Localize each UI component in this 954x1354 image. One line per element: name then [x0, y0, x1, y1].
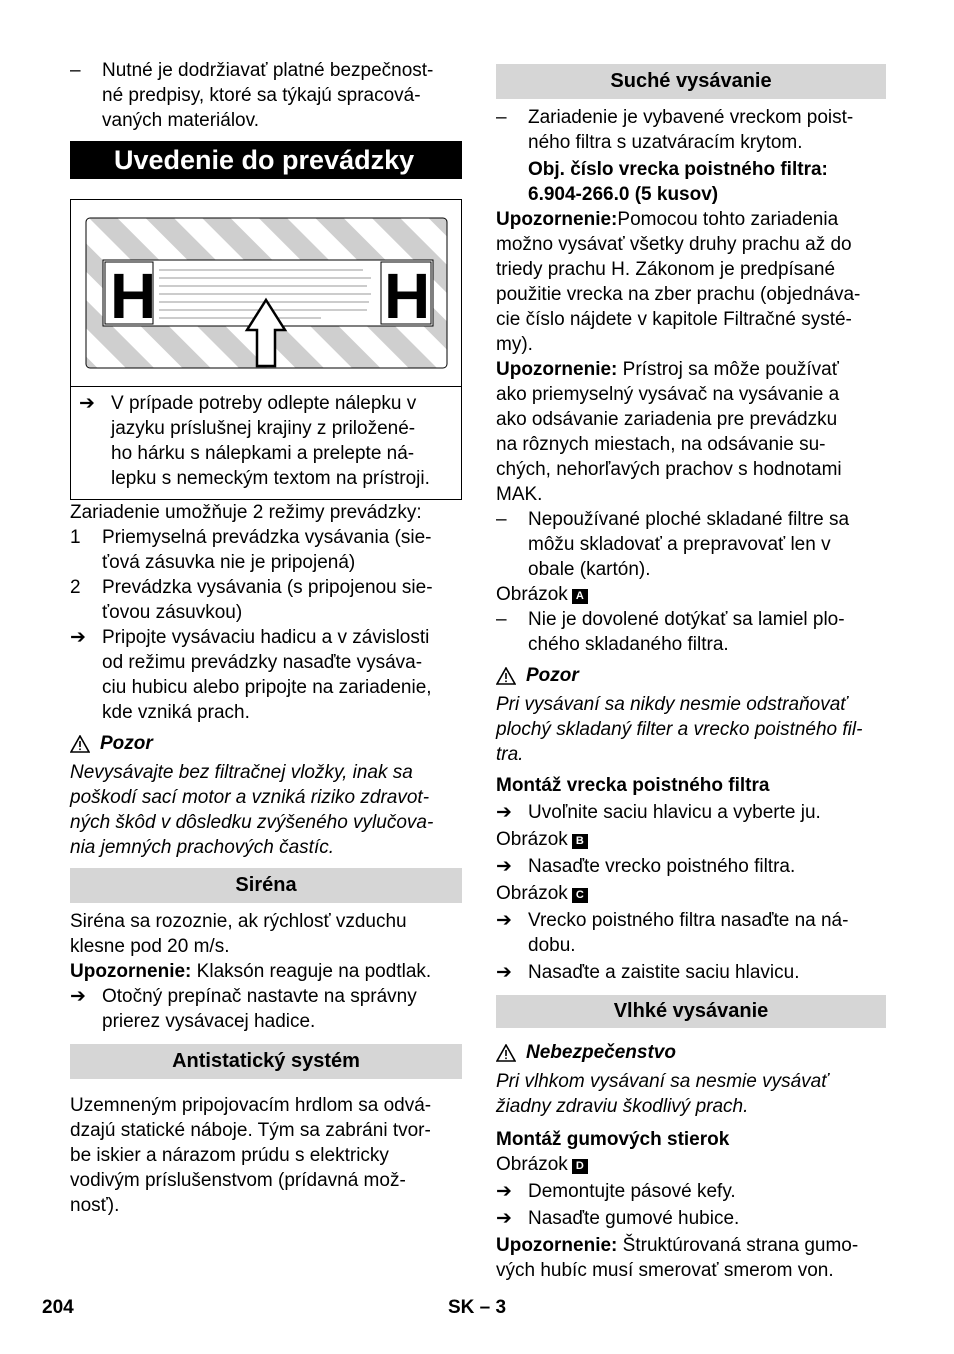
sticker-note — [71, 386, 461, 499]
flat-filter-line: obale (kartón). — [528, 559, 651, 580]
mount-filter-heading: Montáž vrecka poistného filtra — [496, 775, 770, 796]
figure-badge-a: A — [572, 589, 588, 604]
dash-bullet: – — [70, 60, 81, 81]
left-column — [70, 58, 462, 1218]
connect-line: od režimu prevádzky nasaďte vysáva- — [102, 652, 423, 673]
mount-rubber-heading: Montáž gumových stierok — [496, 1129, 730, 1150]
note-text: Štruktúrovaná strana gumo- — [617, 1235, 859, 1256]
note1-line: použitie vrecka na zber prachu (objednáva- — [496, 284, 861, 305]
caution-line: ných škôd v dôsledku zvýšeného vylučova- — [70, 812, 434, 833]
siren-step — [70, 984, 462, 1034]
lamella-line: chého skladaného filtra. — [528, 634, 729, 655]
flat-filter-line: Nepoužívané ploché skladané filtre sa — [528, 509, 850, 530]
note2-line: na rôznych miestach, na odsávanie su- — [496, 434, 826, 455]
dash-bullet: – — [496, 509, 507, 530]
flat-filter-line: môžu skladovať a prepravovať len v — [528, 534, 831, 555]
step-text: Nasaďte vrecko poistného filtra. — [528, 856, 796, 877]
warning-triangle-icon — [496, 667, 516, 685]
figure-word: Obrázok — [496, 829, 568, 850]
note-text: Klaksón reaguje na podtlak. — [191, 961, 432, 982]
arrow-right-icon: ➔ — [79, 393, 95, 414]
page-number: 204 — [42, 1297, 74, 1318]
siren-step-line: Otočný prepínač nastavte na správny — [102, 986, 417, 1007]
note-label: Upozornenie: — [496, 209, 618, 230]
section-heading: Uvedenie do prevádzky — [70, 141, 462, 179]
step-item — [496, 800, 886, 825]
dry-line: Zariadenie je vybavené vreckom poist- — [528, 107, 854, 128]
warning-triangle-icon — [70, 735, 90, 753]
antistatic-line: be iskier a nárazom prúdu s elektricky — [70, 1145, 389, 1166]
caution-heading — [496, 663, 886, 688]
dry-dash-item — [496, 105, 886, 155]
dry-vacuum-heading: Suché vysávanie — [496, 64, 886, 99]
order-number — [496, 157, 886, 207]
step-text: Nasaďte gumové hubice. — [528, 1208, 740, 1229]
note2-line: ako odsávanie zariadenia pre prevádzku — [496, 409, 838, 430]
connect-step — [70, 625, 462, 725]
siren-line: Siréna sa rozoznie, ak rýchlosť vzduchu — [70, 911, 407, 932]
step-line: Vrecko poistného filtra nasaďte na ná- — [528, 910, 849, 931]
note2-line: chých, nehorľavých prachov s hodnotami — [496, 459, 842, 480]
sticker-note-line: jazyku príslušnej krajiny z priložené- — [111, 418, 416, 439]
figure-word: Obrázok — [496, 883, 568, 904]
danger-label: Nebezpečenstvo — [526, 1042, 676, 1063]
siren-note — [70, 959, 462, 984]
figure-badge-b: B — [572, 834, 588, 849]
step-item — [496, 908, 886, 958]
mode-number: 1 — [70, 527, 81, 548]
caution-line: Nevysávajte bez filtračnej vložky, inak sa — [70, 762, 413, 783]
antistatic-line: Uzemneným pripojovacím hrdlom sa odvá- — [70, 1095, 432, 1116]
step-text: Demontujte pásové kefy. — [528, 1181, 736, 1202]
sticker-letter-right: H — [384, 260, 431, 332]
mode-number: 2 — [70, 577, 81, 598]
antistatic-line: nosť). — [70, 1195, 120, 1216]
note3-line: vých hubíc musí smerovať smerom von. — [496, 1260, 834, 1281]
right-column — [496, 64, 886, 1283]
note1-line: my). — [496, 334, 533, 355]
caution-line: tra. — [496, 744, 524, 765]
mode-line: Priemyselná prevádzka vysávania (sie- — [102, 527, 432, 548]
note1-line: možno vysávať všetky druhy prachu až do — [496, 234, 852, 255]
caution-heading — [70, 731, 462, 756]
note2-line: ako priemyselný vysávač na vysávanie a — [496, 384, 840, 405]
antistatic-heading: Antistatický systém — [70, 1044, 462, 1079]
connect-line: kde vzniká prach. — [102, 702, 250, 723]
figure-ref-d — [496, 1152, 886, 1177]
note1-line: triedy prachu H. Zákonom je predpísané — [496, 259, 836, 280]
sticker-note-line: V prípade potreby odlepte nálepku v — [111, 393, 417, 414]
sticker-note-line: lepku s nemeckým textom na prístroji. — [111, 468, 430, 489]
note2-line: MAK. — [496, 484, 543, 505]
lamella-item — [496, 607, 886, 657]
intro-line-2: né predpisy, ktoré sa týkajú spracová- — [102, 85, 421, 106]
step-text: Uvoľnite saciu hlavicu a vyberte ju. — [528, 802, 821, 823]
warning-triangle-icon — [496, 1044, 516, 1062]
figure-badge-d: D — [572, 1159, 588, 1174]
connect-line: ciu hubicu alebo pripojte na zariadenie, — [102, 677, 432, 698]
connect-line: Pripojte vysávaciu hadicu a v závislosti — [102, 627, 430, 648]
figure-word: Obrázok — [496, 584, 568, 605]
flat-filter-item — [496, 507, 886, 582]
note-label: Upozornenie: — [496, 359, 618, 380]
danger-line: žiadny zdraviu škodlivý prach. — [496, 1096, 749, 1117]
sticker-note-line: ho hárku s nálepkami a prelepte ná- — [111, 443, 415, 464]
step-line: dobu. — [528, 935, 576, 956]
mode-line: ťová zásuvka nie je pripojená) — [102, 552, 356, 573]
note-text: Pomocou tohto zariadenia — [617, 209, 839, 230]
arrow-right-icon: ➔ — [496, 1208, 512, 1229]
figure-word: Obrázok — [496, 1154, 568, 1175]
h-class-sticker-illustration — [71, 200, 461, 386]
order-line: Obj. číslo vrecka poistného filtra: — [528, 159, 828, 180]
wet-vacuum-heading: Vlhké vysávanie — [496, 995, 886, 1028]
mode-line: Prevádzka vysávania (s pripojenou sie- — [102, 577, 433, 598]
danger-line: Pri vlhkom vysávaní sa nesmie vysávať — [496, 1071, 828, 1092]
caution-line: nia jemných prachových častíc. — [70, 837, 335, 858]
caution-line: Pri vysávaní sa nikdy nesmie odstraňovať — [496, 694, 847, 715]
arrow-right-icon: ➔ — [496, 1181, 512, 1202]
note-text: Prístroj sa môže používať — [617, 359, 839, 380]
arrow-right-icon: ➔ — [496, 856, 512, 877]
modes-intro: Zariadenie umožňuje 2 režimy prevádzky: — [70, 502, 422, 523]
intro-line-3: vaných materiálov. — [102, 110, 259, 131]
section-footer: SK – 3 — [448, 1297, 507, 1318]
mode-item — [70, 575, 462, 625]
figure-badge-c: C — [572, 888, 588, 903]
figure-ref-a — [496, 582, 886, 607]
arrow-right-icon: ➔ — [70, 986, 86, 1007]
note1 — [496, 207, 886, 232]
intro-line-1: Nutné je dodržiavať platné bezpečnost- — [102, 60, 434, 81]
antistatic-line: dzajú statické náboje. Tým sa zabráni tvor- — [70, 1120, 431, 1141]
caution-label: Pozor — [100, 733, 153, 754]
arrow-right-icon: ➔ — [496, 802, 512, 823]
caution-label: Pozor — [526, 665, 579, 686]
danger-heading — [496, 1040, 886, 1065]
arrow-right-icon: ➔ — [70, 627, 86, 648]
caution-text — [70, 760, 462, 860]
intro-dash-item — [70, 58, 462, 133]
sticker-box — [70, 199, 462, 500]
dash-bullet: – — [496, 107, 507, 128]
arrow-right-icon: ➔ — [496, 910, 512, 931]
mode-item — [70, 525, 462, 575]
mode-line: ťovou zásuvkou) — [102, 602, 243, 623]
siren-line: klesne pod 20 m/s. — [70, 936, 230, 957]
sticker-letter-left: H — [110, 260, 157, 332]
siren-step-line: prierez vysávacej hadice. — [102, 1011, 316, 1032]
dash-bullet: – — [496, 609, 507, 630]
caution-line: plochý skladaný filter a vrecko poistného fil- — [496, 719, 863, 740]
figure-ref-b — [496, 827, 886, 852]
order-line: 6.904-266.0 (5 kusov) — [528, 184, 719, 205]
arrow-right-icon: ➔ — [496, 962, 512, 983]
step-item — [496, 1179, 886, 1204]
note-label: Upozornenie: — [70, 961, 192, 982]
caution-text — [496, 692, 886, 767]
danger-text — [496, 1069, 886, 1119]
figure-ref-c — [496, 881, 886, 906]
step-text: Nasaďte a zaistite saciu hlavicu. — [528, 962, 800, 983]
step-item — [496, 1206, 886, 1231]
step-item — [496, 960, 886, 985]
note2 — [496, 357, 886, 382]
caution-line: poškodí sací motor a vzniká riziko zdravot- — [70, 787, 430, 808]
note1-line: cie číslo nájdete v kapitole Filtračné systé- — [496, 309, 852, 330]
antistatic-line: vodivým príslušenstvom (prídavná mož- — [70, 1170, 406, 1191]
note3 — [496, 1233, 886, 1258]
lamella-line: Nie je dovolené dotýkať sa lamiel plo- — [528, 609, 845, 630]
siren-heading: Siréna — [70, 868, 462, 903]
dry-line: ného filtra s uzatváracím krytom. — [528, 132, 803, 153]
note-label: Upozornenie: — [496, 1235, 618, 1256]
step-item — [496, 854, 886, 879]
